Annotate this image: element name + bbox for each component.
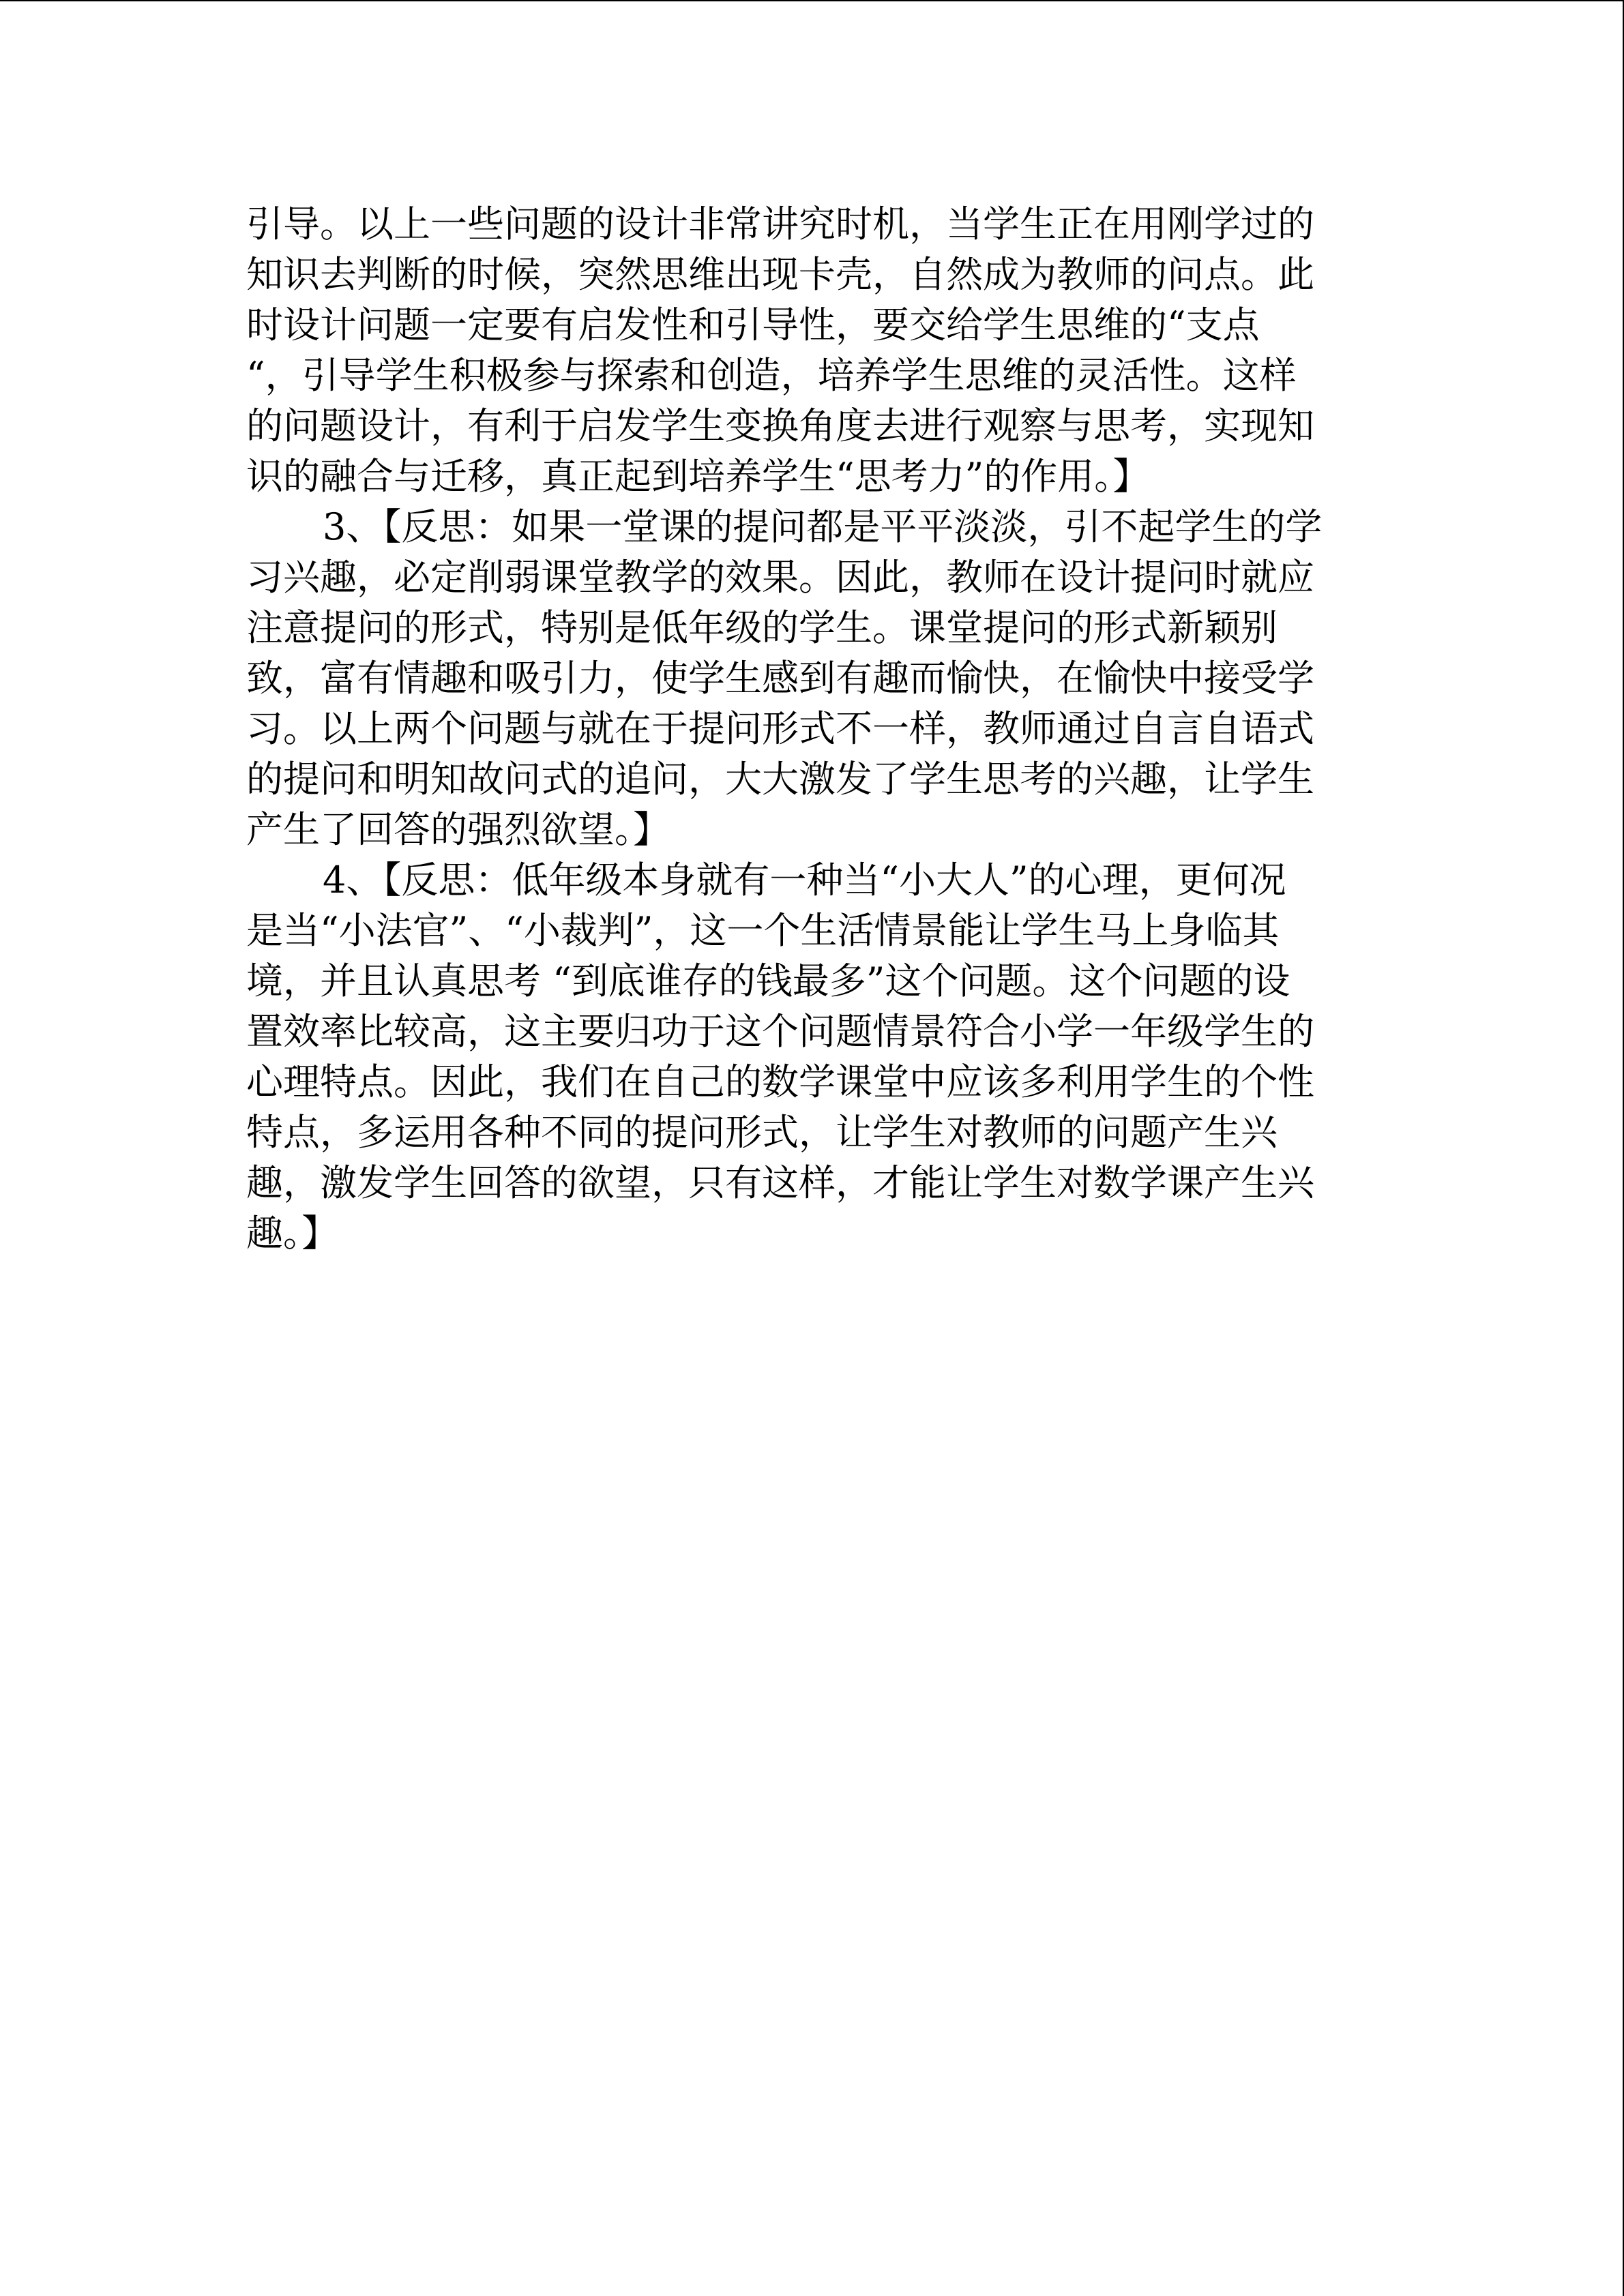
text-line: 习兴趣，必定削弱课堂教学的效果。因此，教师在设计提问时就应 [246,556,1314,599]
text-line: 的提问和明知故问式的追问，大大激发了学生思考的兴趣，让学生 [246,758,1314,801]
text-line: 3、【反思：如果一堂课的提问都是平平淡淡，引不起学生的学 [323,505,1323,548]
text-line: 趣，激发学生回答的欲望，只有这样，才能让学生对数学课产生兴 [246,1161,1314,1204]
text-line: 4、【反思：低年级本身就有一种当“小大人”的心理，更何况 [323,859,1286,901]
text-line: 的问题设计，有利于启发学生变换角度去进行观察与思考，实现知 [246,404,1314,447]
text-line: 致，富有情趣和吸引力，使学生感到有趣而愉快，在愉快中接受学 [246,657,1314,700]
text-line: 引导。以上一些问题的设计非常讲究时机，当学生正在用刚学过的 [246,203,1314,245]
text-line: 心理特点。因此，我们在自己的数学课堂中应该多利用学生的个性 [246,1060,1314,1103]
text-line: 是当“小法官”、“小裁判”，这一个生活情景能让学生马上身临其 [246,909,1280,952]
text-line: 置效率比较高，这主要归功于这个问题情景符合小学一年级学生的 [246,1010,1314,1053]
text-line: “，引导学生积极参与探索和创造，培养学生思维的灵活性。这样 [246,354,1297,397]
text-line: 知识去判断的时候，突然思维出现卡壳，自然成为教师的问点。此 [246,253,1314,296]
text-line: 注意提问的形式，特别是低年级的学生。课堂提问的形式新颖别 [246,606,1278,649]
text-line: 产生了回答的强烈欲望。】 [246,808,670,851]
text-line: 特点，多运用各种不同的提问形式，让学生对教师的问题产生兴 [246,1111,1278,1154]
text-line: 时设计问题一定要有启发性和引导性，要交给学生思维的“支点 [246,303,1260,346]
text-line: 识的融合与迁移，真正起到培养学生“思考力”的作用。】 [246,455,1150,498]
text-line: 习。以上两个问题与就在于提问形式不一样，教师通过自言自语式 [246,707,1314,750]
text-line: 境，并且认真思考 “到底谁存的钱最多”这个问题。这个问题的设 [246,959,1290,1002]
text-line: 趣。】 [246,1212,338,1255]
document-body [246,199,1365,1259]
